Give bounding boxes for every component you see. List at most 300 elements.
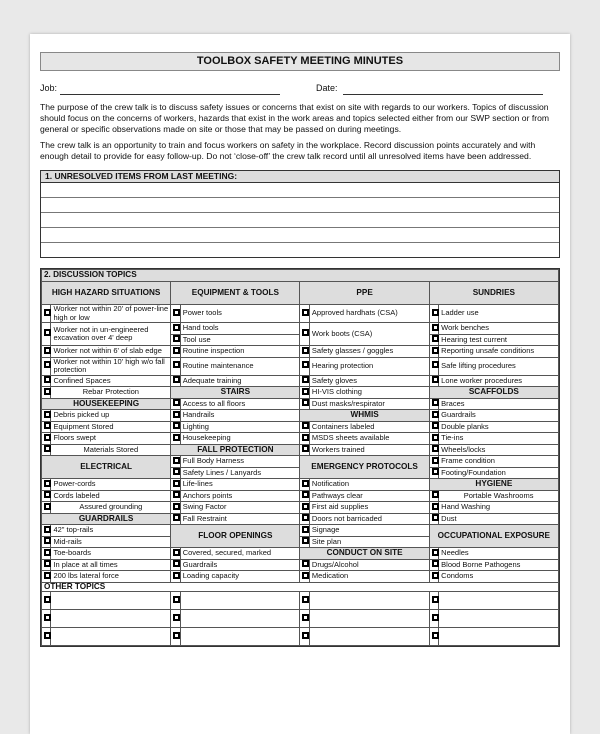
topic-checkbox[interactable]: [171, 559, 180, 571]
topic-label: Signage: [309, 525, 429, 537]
checkbox-square[interactable]: [173, 376, 180, 383]
checkbox-square[interactable]: [173, 549, 180, 556]
topic-label: Swing Factor: [180, 502, 300, 514]
topic-label: Medication: [309, 571, 429, 583]
topic-checkbox[interactable]: [42, 536, 51, 548]
topic-label: Worker not within 10' high w/o fall protection: [51, 357, 171, 375]
topic-label: Double planks: [439, 421, 559, 433]
checkbox-square[interactable]: [432, 309, 439, 316]
purpose-paragraph: The purpose of the crew talk is to discuss safety issues or concerns that exist on site with regards to our workers. Topics of discussion should focus on the concerns of workers, hazards that exist in the work areas and topics selected either from our SWP section or from general or specific observations made on site or those that may be passed on during meetings.: [40, 102, 550, 134]
checkbox-square[interactable]: [302, 445, 309, 452]
category-heading: OCCUPATIONAL EXPOSURE: [429, 525, 558, 548]
page-title: TOOLBOX SAFETY MEETING MINUTES: [40, 52, 560, 71]
topic-checkbox[interactable]: [429, 410, 438, 422]
topic-checkbox[interactable]: [429, 456, 438, 468]
topic-label: Site plan: [309, 536, 429, 548]
category-heading: ELECTRICAL: [42, 456, 171, 479]
topic-label: Housekeeping: [180, 433, 300, 445]
table-row: [42, 513, 559, 525]
checkbox-square[interactable]: [302, 399, 309, 406]
table-row: [42, 387, 559, 399]
topic-label: Hearing test current: [439, 334, 559, 346]
topic-checkbox[interactable]: [429, 502, 438, 514]
topic-checkbox[interactable]: [42, 444, 51, 456]
topic-label: Rebar Protection: [51, 387, 171, 399]
table-row: [42, 421, 559, 433]
checkbox-square[interactable]: [44, 632, 51, 639]
topic-checkbox[interactable]: [171, 323, 180, 335]
checkbox-square[interactable]: [173, 632, 180, 639]
table-row: [42, 502, 559, 514]
other-topic-checkbox[interactable]: [429, 628, 438, 646]
checkbox-square[interactable]: [302, 503, 309, 510]
topic-checkbox[interactable]: [42, 479, 51, 491]
other-topic-field[interactable]: [51, 610, 171, 628]
topic-checkbox[interactable]: [300, 305, 309, 323]
other-topic-row: [42, 610, 559, 628]
topic-checkbox[interactable]: [171, 357, 180, 375]
checkbox-square[interactable]: [173, 434, 180, 441]
unresolved-item-line[interactable]: [41, 213, 559, 228]
checkbox-square[interactable]: [302, 572, 309, 579]
topic-checkbox[interactable]: [171, 433, 180, 445]
topic-label: Dust masks/respirator: [309, 398, 429, 410]
topic-label: Needles: [439, 548, 559, 560]
topic-label: Drugs/Alcohol: [309, 559, 429, 571]
unresolved-item-line[interactable]: [41, 243, 559, 257]
topic-label: Workers trained: [309, 444, 429, 456]
checkbox-square[interactable]: [432, 503, 439, 510]
table-row: [42, 323, 559, 335]
topic-checkbox[interactable]: [42, 387, 51, 399]
topic-checkbox[interactable]: [429, 346, 438, 358]
topic-checkbox[interactable]: [300, 536, 309, 548]
topic-label: Mid-rails: [51, 536, 171, 548]
topic-checkbox[interactable]: [429, 433, 438, 445]
job-field[interactable]: [60, 94, 280, 95]
checkbox-square[interactable]: [302, 480, 309, 487]
table-row: [42, 433, 559, 445]
checkbox-square[interactable]: [432, 572, 439, 579]
checkbox-square[interactable]: [432, 468, 439, 475]
topic-label: Dust: [439, 513, 559, 525]
topic-checkbox[interactable]: [42, 421, 51, 433]
other-topic-field[interactable]: [180, 592, 300, 610]
topic-label: Handrails: [180, 410, 300, 422]
topic-checkbox[interactable]: [42, 433, 51, 445]
checkbox-square[interactable]: [44, 537, 51, 544]
other-topic-checkbox[interactable]: [42, 610, 51, 628]
topic-checkbox[interactable]: [429, 334, 438, 346]
topic-label: Toe-boards: [51, 548, 171, 560]
other-topic-field[interactable]: [51, 628, 171, 646]
other-topic-checkbox[interactable]: [300, 610, 309, 628]
unresolved-item-line[interactable]: [41, 183, 559, 198]
topic-label: Hearing protection: [309, 357, 429, 375]
document-page: [30, 34, 570, 734]
checkbox-square[interactable]: [173, 572, 180, 579]
other-topic-checkbox[interactable]: [42, 628, 51, 646]
topic-checkbox[interactable]: [42, 357, 51, 375]
topic-label: Tie-ins: [439, 433, 559, 445]
topic-checkbox[interactable]: [300, 387, 309, 399]
topic-label: Floors swept: [51, 433, 171, 445]
topic-label: Safety gloves: [309, 375, 429, 387]
checkbox-square[interactable]: [302, 614, 309, 621]
topic-checkbox[interactable]: [300, 421, 309, 433]
topic-label: Cords labeled: [51, 490, 171, 502]
category-heading: EMERGENCY PROTOCOLS: [300, 456, 429, 479]
job-date-line: [40, 83, 560, 97]
other-topic-checkbox[interactable]: [429, 610, 438, 628]
topic-checkbox[interactable]: [42, 525, 51, 537]
other-topic-field[interactable]: [309, 592, 429, 610]
checkbox-square[interactable]: [432, 491, 439, 498]
category-heading: FALL PROTECTION: [171, 444, 300, 456]
topic-checkbox[interactable]: [171, 490, 180, 502]
checkbox-square[interactable]: [44, 614, 51, 621]
topic-checkbox[interactable]: [300, 375, 309, 387]
table-row: [42, 346, 559, 358]
other-topics-header-row: [42, 582, 559, 592]
topic-checkbox[interactable]: [300, 490, 309, 502]
topic-label: Containers labeled: [309, 421, 429, 433]
other-topic-row: [42, 628, 559, 646]
topic-label: Life-lines: [180, 479, 300, 491]
topic-checkbox[interactable]: [300, 479, 309, 491]
unresolved-items-header: 1. UNRESOLVED ITEMS FROM LAST MEETING:: [41, 171, 559, 183]
table-row: [42, 410, 559, 422]
checkbox-square[interactable]: [173, 324, 180, 331]
column-header: HIGH HAZARD SITUATIONS: [42, 282, 171, 305]
checkbox-square[interactable]: [173, 614, 180, 621]
checkbox-square[interactable]: [173, 596, 180, 603]
date-label: Date:: [316, 83, 338, 93]
topic-label: Anchors points: [180, 490, 300, 502]
checkbox-square[interactable]: [173, 422, 180, 429]
topic-checkbox[interactable]: [300, 433, 309, 445]
topic-label: Full Body Harness: [180, 456, 300, 468]
topic-label: Worker not in un-engineered excavation over 4' deep: [51, 323, 171, 346]
checkbox-square[interactable]: [173, 491, 180, 498]
table-row: [42, 357, 559, 375]
topic-checkbox[interactable]: [42, 410, 51, 422]
checkbox-square[interactable]: [302, 309, 309, 316]
topic-label: Lighting: [180, 421, 300, 433]
checkbox-square[interactable]: [173, 457, 180, 464]
topic-label: Worker not within 6' of slab edge: [51, 346, 171, 358]
checkbox-square[interactable]: [173, 347, 180, 354]
topic-checkbox[interactable]: [429, 548, 438, 560]
checkbox-square[interactable]: [44, 329, 51, 336]
topic-label: Loading capacity: [180, 571, 300, 583]
topic-checkbox[interactable]: [300, 398, 309, 410]
checkbox-square[interactable]: [44, 361, 51, 368]
topic-checkbox[interactable]: [42, 571, 51, 583]
topic-checkbox[interactable]: [300, 559, 309, 571]
checkbox-square[interactable]: [432, 422, 439, 429]
topic-checkbox[interactable]: [42, 548, 51, 560]
discussion-header-row: [42, 270, 559, 282]
other-topic-field[interactable]: [309, 610, 429, 628]
date-field[interactable]: [343, 94, 543, 95]
topic-checkbox[interactable]: [429, 398, 438, 410]
checkbox-square[interactable]: [432, 614, 439, 621]
topic-label: Fall Restraint: [180, 513, 300, 525]
checkbox-square[interactable]: [44, 388, 51, 395]
other-topic-field[interactable]: [309, 628, 429, 646]
checkbox-square[interactable]: [302, 347, 309, 354]
table-row: [42, 456, 559, 468]
checkbox-square[interactable]: [302, 560, 309, 567]
unresolved-items-section: [40, 170, 560, 258]
topic-label: Condoms: [439, 571, 559, 583]
checkbox-square[interactable]: [44, 549, 51, 556]
category-heading: WHMIS: [300, 410, 429, 422]
topic-checkbox[interactable]: [171, 467, 180, 479]
category-heading: HYGIENE: [429, 479, 558, 491]
topic-label: Lone worker procedures: [439, 375, 559, 387]
topic-label: Routine inspection: [180, 346, 300, 358]
topic-label: First aid supplies: [309, 502, 429, 514]
checkbox-square[interactable]: [432, 632, 439, 639]
table-row: [42, 479, 559, 491]
topic-checkbox[interactable]: [42, 490, 51, 502]
topic-checkbox[interactable]: [300, 525, 309, 537]
checkbox-square[interactable]: [302, 632, 309, 639]
topic-checkbox[interactable]: [171, 375, 180, 387]
topic-label: Hand Washing: [439, 502, 559, 514]
category-heading: STAIRS: [171, 387, 300, 399]
topic-label: Tool use: [180, 334, 300, 346]
checkbox-square[interactable]: [302, 376, 309, 383]
checkbox-square[interactable]: [173, 411, 180, 418]
topic-checkbox[interactable]: [171, 305, 180, 323]
topic-checkbox[interactable]: [171, 513, 180, 525]
checkbox-square[interactable]: [432, 361, 439, 368]
topic-label: Safe lifting procedures: [439, 357, 559, 375]
category-heading: HOUSEKEEPING: [42, 398, 171, 410]
checkbox-square[interactable]: [173, 503, 180, 510]
topic-label: Power tools: [180, 305, 300, 323]
topic-checkbox[interactable]: [300, 444, 309, 456]
topic-label: Wheels/locks: [439, 444, 559, 456]
table-row: [42, 559, 559, 571]
other-topic-checkbox[interactable]: [300, 592, 309, 610]
topic-checkbox[interactable]: [171, 421, 180, 433]
checkbox-square[interactable]: [44, 376, 51, 383]
table-row: [42, 525, 559, 537]
checkbox-square[interactable]: [432, 376, 439, 383]
checkbox-square[interactable]: [44, 422, 51, 429]
checkbox-square[interactable]: [44, 526, 51, 533]
topic-label: Notification: [309, 479, 429, 491]
checkbox-square[interactable]: [302, 537, 309, 544]
checkbox-square[interactable]: [432, 335, 439, 342]
topic-checkbox[interactable]: [42, 375, 51, 387]
checkbox-square[interactable]: [44, 309, 51, 316]
checkbox-square[interactable]: [173, 335, 180, 342]
checkbox-square[interactable]: [302, 388, 309, 395]
discussion-topics-table: [41, 269, 559, 646]
unresolved-item-line[interactable]: [41, 228, 559, 243]
checkbox-square[interactable]: [44, 434, 51, 441]
checkbox-square[interactable]: [173, 309, 180, 316]
topic-checkbox[interactable]: [429, 559, 438, 571]
topic-checkbox[interactable]: [429, 444, 438, 456]
unresolved-item-line[interactable]: [41, 198, 559, 213]
checkbox-square[interactable]: [432, 560, 439, 567]
topic-checkbox[interactable]: [429, 375, 438, 387]
topic-label: Access to all floors: [180, 398, 300, 410]
topic-checkbox[interactable]: [171, 410, 180, 422]
topic-checkbox[interactable]: [42, 346, 51, 358]
topic-checkbox[interactable]: [42, 323, 51, 346]
checkbox-square[interactable]: [173, 399, 180, 406]
checkbox-square[interactable]: [44, 480, 51, 487]
topic-label: Pathways clear: [309, 490, 429, 502]
checkbox-square[interactable]: [173, 480, 180, 487]
topic-checkbox[interactable]: [300, 357, 309, 375]
topic-checkbox[interactable]: [429, 421, 438, 433]
topic-checkbox[interactable]: [171, 548, 180, 560]
checkbox-square[interactable]: [302, 434, 309, 441]
topic-label: Portable Washrooms: [439, 490, 559, 502]
topic-checkbox[interactable]: [429, 357, 438, 375]
other-topic-field[interactable]: [439, 628, 559, 646]
checkbox-square[interactable]: [44, 572, 51, 579]
column-header: EQUIPMENT & TOOLS: [171, 282, 300, 305]
checkbox-square[interactable]: [44, 596, 51, 603]
topic-checkbox[interactable]: [429, 513, 438, 525]
job-label: Job:: [40, 83, 58, 93]
topic-checkbox[interactable]: [429, 305, 438, 323]
topic-checkbox[interactable]: [429, 467, 438, 479]
checkbox-square[interactable]: [432, 445, 439, 452]
topic-label: HI-VIS clothing: [309, 387, 429, 399]
checkbox-square[interactable]: [302, 361, 309, 368]
checkbox-square[interactable]: [173, 468, 180, 475]
topic-label: In place at all times: [51, 559, 171, 571]
topic-checkbox[interactable]: [171, 346, 180, 358]
topic-label: Approved hardhats (CSA): [309, 305, 429, 323]
topic-checkbox[interactable]: [300, 513, 309, 525]
checkbox-square[interactable]: [173, 361, 180, 368]
checkbox-square[interactable]: [302, 422, 309, 429]
topic-checkbox[interactable]: [429, 571, 438, 583]
other-topic-checkbox[interactable]: [171, 592, 180, 610]
topic-label: 200 lbs lateral force: [51, 571, 171, 583]
checkbox-square[interactable]: [432, 549, 439, 556]
topic-label: Hand tools: [180, 323, 300, 335]
topic-checkbox[interactable]: [171, 334, 180, 346]
checkbox-square[interactable]: [432, 347, 439, 354]
topic-checkbox[interactable]: [171, 398, 180, 410]
topic-label: Covered, secured, marked: [180, 548, 300, 560]
topic-label: Routine maintenance: [180, 357, 300, 375]
topic-checkbox[interactable]: [300, 346, 309, 358]
topic-checkbox[interactable]: [300, 323, 309, 346]
topic-label: Work boots (CSA): [309, 323, 429, 346]
topic-label: Footing/Foundation: [439, 467, 559, 479]
checkbox-square[interactable]: [44, 491, 51, 498]
other-topic-checkbox[interactable]: [171, 628, 180, 646]
topic-label: Adequate training: [180, 375, 300, 387]
topic-checkbox[interactable]: [171, 502, 180, 514]
checkbox-square[interactable]: [302, 329, 309, 336]
topic-label: Braces: [439, 398, 559, 410]
table-row: [42, 375, 559, 387]
checkbox-square[interactable]: [302, 514, 309, 521]
other-topic-checkbox[interactable]: [300, 628, 309, 646]
topic-label: Worker not within 20' of power-line high or low: [51, 305, 171, 323]
other-topic-checkbox[interactable]: [429, 592, 438, 610]
checkbox-square[interactable]: [432, 434, 439, 441]
category-heading: SCAFFOLDS: [429, 387, 558, 399]
topic-checkbox[interactable]: [171, 571, 180, 583]
checkbox-square[interactable]: [302, 491, 309, 498]
topic-label: Guardrails: [439, 410, 559, 422]
checkbox-square[interactable]: [173, 514, 180, 521]
topic-label: Blood Borne Pathogens: [439, 559, 559, 571]
discussion-topics-header: 2. DISCUSSION TOPICS: [42, 270, 559, 282]
checkbox-square[interactable]: [432, 457, 439, 464]
other-topic-field[interactable]: [180, 610, 300, 628]
checkbox-square[interactable]: [44, 411, 51, 418]
topic-label: Debris picked up: [51, 410, 171, 422]
topic-checkbox[interactable]: [42, 559, 51, 571]
checkbox-square[interactable]: [432, 596, 439, 603]
topic-checkbox[interactable]: [171, 479, 180, 491]
other-topic-checkbox[interactable]: [171, 610, 180, 628]
checkbox-square[interactable]: [302, 526, 309, 533]
topic-label: Ladder use: [439, 305, 559, 323]
table-row: [42, 305, 559, 323]
other-topic-field[interactable]: [439, 592, 559, 610]
topic-checkbox[interactable]: [42, 502, 51, 514]
other-topic-checkbox[interactable]: [42, 592, 51, 610]
checkbox-square[interactable]: [44, 347, 51, 354]
checkbox-square[interactable]: [432, 514, 439, 521]
category-heading: GUARDRAILS: [42, 513, 171, 525]
checkbox-square[interactable]: [432, 324, 439, 331]
column-header: SUNDRIES: [429, 282, 558, 305]
table-row: [42, 444, 559, 456]
checkbox-square[interactable]: [432, 411, 439, 418]
other-topic-row: [42, 592, 559, 610]
checkbox-square[interactable]: [44, 560, 51, 567]
other-topic-field[interactable]: [180, 628, 300, 646]
topic-checkbox[interactable]: [300, 502, 309, 514]
checkbox-square[interactable]: [432, 399, 439, 406]
topic-checkbox[interactable]: [42, 305, 51, 323]
other-topic-field[interactable]: [51, 592, 171, 610]
topic-checkbox[interactable]: [429, 490, 438, 502]
other-topic-field[interactable]: [439, 610, 559, 628]
checkbox-square[interactable]: [44, 445, 51, 452]
checkbox-square[interactable]: [302, 596, 309, 603]
topic-label: Equipment Stored: [51, 421, 171, 433]
topic-checkbox[interactable]: [171, 456, 180, 468]
topic-label: Materials Stored: [51, 444, 171, 456]
table-row: [42, 548, 559, 560]
topic-label: Assured grounding: [51, 502, 171, 514]
checkbox-square[interactable]: [173, 560, 180, 567]
checkbox-square[interactable]: [44, 503, 51, 510]
topic-checkbox[interactable]: [429, 323, 438, 335]
table-row: [42, 398, 559, 410]
topic-checkbox[interactable]: [300, 571, 309, 583]
